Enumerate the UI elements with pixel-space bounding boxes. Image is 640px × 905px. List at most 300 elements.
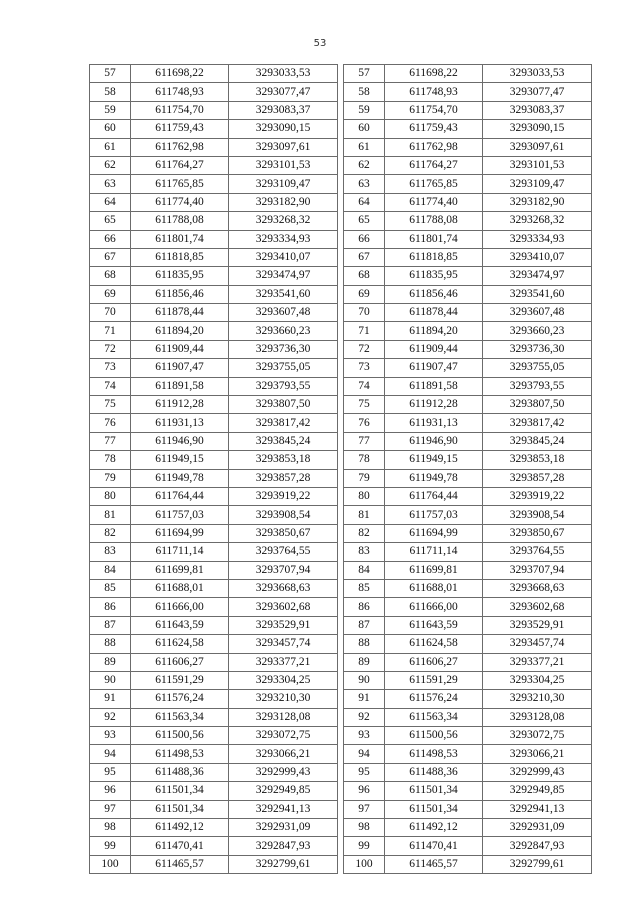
table-row bbox=[344, 267, 592, 285]
table-row bbox=[90, 193, 338, 211]
x-coordinate-cell: 611698,22 bbox=[131, 65, 229, 83]
y-coordinate-cell: 3293793,55 bbox=[229, 377, 338, 395]
point-number-cell: 75 bbox=[344, 396, 385, 414]
x-coordinate-cell: 611576,24 bbox=[131, 690, 229, 708]
y-coordinate-cell: 3293101,53 bbox=[483, 156, 592, 174]
y-coordinate-cell: 3293101,53 bbox=[229, 156, 338, 174]
point-number-cell: 57 bbox=[90, 65, 131, 83]
y-coordinate-cell: 3292949,85 bbox=[483, 782, 592, 800]
y-coordinate-cell: 3293410,07 bbox=[483, 248, 592, 266]
x-coordinate-cell: 611946,90 bbox=[385, 432, 483, 450]
point-number-cell: 94 bbox=[90, 745, 131, 763]
point-number-cell: 79 bbox=[344, 469, 385, 487]
table-row bbox=[344, 101, 592, 119]
point-number-cell: 92 bbox=[344, 708, 385, 726]
point-number-cell: 100 bbox=[90, 855, 131, 873]
table-row bbox=[344, 469, 592, 487]
y-coordinate-cell: 3293090,15 bbox=[483, 120, 592, 138]
x-coordinate-cell: 611774,40 bbox=[385, 193, 483, 211]
point-number-cell: 93 bbox=[344, 727, 385, 745]
x-coordinate-cell: 611465,57 bbox=[385, 855, 483, 873]
x-coordinate-cell: 611764,44 bbox=[131, 487, 229, 505]
y-coordinate-cell: 3293072,75 bbox=[229, 727, 338, 745]
point-number-cell: 82 bbox=[344, 524, 385, 542]
point-number-cell: 95 bbox=[90, 763, 131, 781]
y-coordinate-cell: 3292931,09 bbox=[229, 819, 338, 837]
coordinates-table-right bbox=[343, 64, 592, 874]
table-row bbox=[90, 561, 338, 579]
point-number-cell: 58 bbox=[90, 83, 131, 101]
table-row bbox=[344, 671, 592, 689]
table-row bbox=[90, 727, 338, 745]
y-coordinate-cell: 3293529,91 bbox=[483, 616, 592, 634]
x-coordinate-cell: 611759,43 bbox=[131, 120, 229, 138]
y-coordinate-cell: 3293919,22 bbox=[229, 487, 338, 505]
point-number-cell: 64 bbox=[344, 193, 385, 211]
y-coordinate-cell: 3293072,75 bbox=[483, 727, 592, 745]
x-coordinate-cell: 611762,98 bbox=[131, 138, 229, 156]
x-coordinate-cell: 611949,78 bbox=[385, 469, 483, 487]
x-coordinate-cell: 611801,74 bbox=[385, 230, 483, 248]
y-coordinate-cell: 3293607,48 bbox=[483, 304, 592, 322]
x-coordinate-cell: 611606,27 bbox=[385, 653, 483, 671]
point-number-cell: 84 bbox=[344, 561, 385, 579]
x-coordinate-cell: 611912,28 bbox=[131, 396, 229, 414]
point-number-cell: 100 bbox=[344, 855, 385, 873]
table-row bbox=[344, 635, 592, 653]
y-coordinate-cell: 3293908,54 bbox=[483, 506, 592, 524]
y-coordinate-cell: 3293210,30 bbox=[229, 690, 338, 708]
table-row bbox=[90, 285, 338, 303]
table-row bbox=[90, 745, 338, 763]
table-row bbox=[344, 616, 592, 634]
table-row bbox=[344, 193, 592, 211]
table-row bbox=[344, 83, 592, 101]
x-coordinate-cell: 611465,57 bbox=[131, 855, 229, 873]
x-coordinate-cell: 611931,13 bbox=[131, 414, 229, 432]
x-coordinate-cell: 611835,95 bbox=[131, 267, 229, 285]
point-number-cell: 74 bbox=[344, 377, 385, 395]
table-row bbox=[344, 359, 592, 377]
x-coordinate-cell: 611698,22 bbox=[385, 65, 483, 83]
point-number-cell: 86 bbox=[344, 598, 385, 616]
table-row bbox=[344, 432, 592, 450]
point-number-cell: 64 bbox=[90, 193, 131, 211]
y-coordinate-cell: 3293377,21 bbox=[483, 653, 592, 671]
x-coordinate-cell: 611591,29 bbox=[385, 671, 483, 689]
x-coordinate-cell: 611501,34 bbox=[385, 800, 483, 818]
x-coordinate-cell: 611563,34 bbox=[131, 708, 229, 726]
y-coordinate-cell: 3293602,68 bbox=[229, 598, 338, 616]
point-number-cell: 62 bbox=[344, 156, 385, 174]
y-coordinate-cell: 3293908,54 bbox=[229, 506, 338, 524]
table-row bbox=[90, 543, 338, 561]
point-number-cell: 60 bbox=[90, 120, 131, 138]
point-number-cell: 97 bbox=[90, 800, 131, 818]
x-coordinate-cell: 611688,01 bbox=[385, 579, 483, 597]
x-coordinate-cell: 611699,81 bbox=[385, 561, 483, 579]
x-coordinate-cell: 611949,15 bbox=[131, 451, 229, 469]
x-coordinate-cell: 611492,12 bbox=[131, 819, 229, 837]
y-coordinate-cell: 3293853,18 bbox=[483, 451, 592, 469]
x-coordinate-cell: 611643,59 bbox=[385, 616, 483, 634]
x-coordinate-cell: 611818,85 bbox=[385, 248, 483, 266]
table-row bbox=[344, 524, 592, 542]
y-coordinate-cell: 3293033,53 bbox=[229, 65, 338, 83]
table-row bbox=[90, 359, 338, 377]
x-coordinate-cell: 611488,36 bbox=[131, 763, 229, 781]
x-coordinate-cell: 611606,27 bbox=[131, 653, 229, 671]
point-number-cell: 73 bbox=[90, 359, 131, 377]
x-coordinate-cell: 611694,99 bbox=[385, 524, 483, 542]
table-row bbox=[90, 506, 338, 524]
x-coordinate-cell: 611946,90 bbox=[131, 432, 229, 450]
x-coordinate-cell: 611711,14 bbox=[131, 543, 229, 561]
y-coordinate-cell: 3293268,32 bbox=[229, 212, 338, 230]
point-number-cell: 86 bbox=[90, 598, 131, 616]
point-number-cell: 85 bbox=[90, 579, 131, 597]
table-row bbox=[90, 819, 338, 837]
table-row bbox=[344, 598, 592, 616]
table-row bbox=[90, 763, 338, 781]
y-coordinate-cell: 3292941,13 bbox=[483, 800, 592, 818]
table-row bbox=[90, 690, 338, 708]
point-number-cell: 61 bbox=[344, 138, 385, 156]
point-number-cell: 89 bbox=[344, 653, 385, 671]
y-coordinate-cell: 3293097,61 bbox=[229, 138, 338, 156]
table-row bbox=[344, 837, 592, 855]
x-coordinate-cell: 611891,58 bbox=[131, 377, 229, 395]
point-number-cell: 71 bbox=[344, 322, 385, 340]
point-number-cell: 90 bbox=[90, 671, 131, 689]
y-coordinate-cell: 3293077,47 bbox=[483, 83, 592, 101]
point-number-cell: 92 bbox=[90, 708, 131, 726]
table-row bbox=[90, 800, 338, 818]
y-coordinate-cell: 3293474,97 bbox=[483, 267, 592, 285]
x-coordinate-cell: 611624,58 bbox=[385, 635, 483, 653]
y-coordinate-cell: 3293736,30 bbox=[229, 340, 338, 358]
point-number-cell: 58 bbox=[344, 83, 385, 101]
table-row bbox=[344, 782, 592, 800]
table-row bbox=[344, 653, 592, 671]
x-coordinate-cell: 611762,98 bbox=[385, 138, 483, 156]
point-number-cell: 82 bbox=[90, 524, 131, 542]
x-coordinate-cell: 611764,27 bbox=[385, 156, 483, 174]
point-number-cell: 84 bbox=[90, 561, 131, 579]
x-coordinate-cell: 611694,99 bbox=[131, 524, 229, 542]
point-number-cell: 87 bbox=[344, 616, 385, 634]
y-coordinate-cell: 3292999,43 bbox=[483, 763, 592, 781]
point-number-cell: 65 bbox=[344, 212, 385, 230]
point-number-cell: 72 bbox=[90, 340, 131, 358]
y-coordinate-cell: 3293083,37 bbox=[483, 101, 592, 119]
x-coordinate-cell: 611891,58 bbox=[385, 377, 483, 395]
table-row bbox=[90, 432, 338, 450]
x-coordinate-cell: 611624,58 bbox=[131, 635, 229, 653]
y-coordinate-cell: 3293817,42 bbox=[229, 414, 338, 432]
point-number-cell: 78 bbox=[90, 451, 131, 469]
point-number-cell: 81 bbox=[344, 506, 385, 524]
x-coordinate-cell: 611765,85 bbox=[131, 175, 229, 193]
y-coordinate-cell: 3293607,48 bbox=[229, 304, 338, 322]
point-number-cell: 83 bbox=[90, 543, 131, 561]
y-coordinate-cell: 3293334,93 bbox=[229, 230, 338, 248]
y-coordinate-cell: 3292999,43 bbox=[229, 763, 338, 781]
point-number-cell: 85 bbox=[344, 579, 385, 597]
coordinates-table-left bbox=[89, 64, 338, 874]
x-coordinate-cell: 611878,44 bbox=[385, 304, 483, 322]
table-row bbox=[344, 506, 592, 524]
y-coordinate-cell: 3293764,55 bbox=[229, 543, 338, 561]
table-row bbox=[90, 469, 338, 487]
table-row bbox=[344, 396, 592, 414]
point-number-cell: 59 bbox=[344, 101, 385, 119]
x-coordinate-cell: 611774,40 bbox=[131, 193, 229, 211]
x-coordinate-cell: 611498,53 bbox=[131, 745, 229, 763]
y-coordinate-cell: 3293109,47 bbox=[483, 175, 592, 193]
y-coordinate-cell: 3293850,67 bbox=[483, 524, 592, 542]
table-row bbox=[90, 322, 338, 340]
point-number-cell: 95 bbox=[344, 763, 385, 781]
table-row bbox=[90, 708, 338, 726]
table-row bbox=[90, 156, 338, 174]
y-coordinate-cell: 3293128,08 bbox=[229, 708, 338, 726]
y-coordinate-cell: 3293304,25 bbox=[229, 671, 338, 689]
y-coordinate-cell: 3293377,21 bbox=[229, 653, 338, 671]
y-coordinate-cell: 3293793,55 bbox=[483, 377, 592, 395]
y-coordinate-cell: 3293457,74 bbox=[483, 635, 592, 653]
table-row bbox=[344, 120, 592, 138]
x-coordinate-cell: 611492,12 bbox=[385, 819, 483, 837]
table-row bbox=[90, 396, 338, 414]
y-coordinate-cell: 3293541,60 bbox=[483, 285, 592, 303]
x-coordinate-cell: 611907,47 bbox=[385, 359, 483, 377]
y-coordinate-cell: 3293083,37 bbox=[229, 101, 338, 119]
table-row bbox=[90, 83, 338, 101]
table-row bbox=[344, 800, 592, 818]
point-number-cell: 91 bbox=[344, 690, 385, 708]
x-coordinate-cell: 611591,29 bbox=[131, 671, 229, 689]
table-row bbox=[344, 212, 592, 230]
point-number-cell: 90 bbox=[344, 671, 385, 689]
point-number-cell: 65 bbox=[90, 212, 131, 230]
point-number-cell: 63 bbox=[344, 175, 385, 193]
table-body bbox=[90, 65, 338, 874]
x-coordinate-cell: 611643,59 bbox=[131, 616, 229, 634]
point-number-cell: 72 bbox=[344, 340, 385, 358]
table-row bbox=[344, 414, 592, 432]
table-row bbox=[344, 763, 592, 781]
table-row bbox=[344, 340, 592, 358]
y-coordinate-cell: 3293602,68 bbox=[483, 598, 592, 616]
y-coordinate-cell: 3293182,90 bbox=[229, 193, 338, 211]
x-coordinate-cell: 611894,20 bbox=[131, 322, 229, 340]
x-coordinate-cell: 611909,44 bbox=[131, 340, 229, 358]
y-coordinate-cell: 3293077,47 bbox=[229, 83, 338, 101]
y-coordinate-cell: 3293707,94 bbox=[483, 561, 592, 579]
x-coordinate-cell: 611764,27 bbox=[131, 156, 229, 174]
x-coordinate-cell: 611501,34 bbox=[131, 782, 229, 800]
table-row bbox=[90, 414, 338, 432]
x-coordinate-cell: 611949,78 bbox=[131, 469, 229, 487]
table-row bbox=[344, 175, 592, 193]
y-coordinate-cell: 3293128,08 bbox=[483, 708, 592, 726]
point-number-cell: 99 bbox=[90, 837, 131, 855]
table-row bbox=[90, 524, 338, 542]
point-number-cell: 91 bbox=[90, 690, 131, 708]
point-number-cell: 98 bbox=[90, 819, 131, 837]
table-row bbox=[90, 248, 338, 266]
x-coordinate-cell: 611754,70 bbox=[385, 101, 483, 119]
x-coordinate-cell: 611754,70 bbox=[131, 101, 229, 119]
x-coordinate-cell: 611748,93 bbox=[385, 83, 483, 101]
y-coordinate-cell: 3293033,53 bbox=[483, 65, 592, 83]
y-coordinate-cell: 3292847,93 bbox=[229, 837, 338, 855]
y-coordinate-cell: 3293268,32 bbox=[483, 212, 592, 230]
table-row bbox=[90, 230, 338, 248]
point-number-cell: 77 bbox=[344, 432, 385, 450]
table-row bbox=[344, 285, 592, 303]
x-coordinate-cell: 611699,81 bbox=[131, 561, 229, 579]
table-row bbox=[90, 175, 338, 193]
point-number-cell: 87 bbox=[90, 616, 131, 634]
point-number-cell: 66 bbox=[90, 230, 131, 248]
x-coordinate-cell: 611470,41 bbox=[131, 837, 229, 855]
x-coordinate-cell: 611878,44 bbox=[131, 304, 229, 322]
point-number-cell: 79 bbox=[90, 469, 131, 487]
x-coordinate-cell: 611856,46 bbox=[385, 285, 483, 303]
table-row bbox=[344, 690, 592, 708]
point-number-cell: 74 bbox=[90, 377, 131, 395]
table-row bbox=[344, 727, 592, 745]
x-coordinate-cell: 611757,03 bbox=[385, 506, 483, 524]
table-row bbox=[344, 65, 592, 83]
table-row bbox=[90, 837, 338, 855]
table-row bbox=[90, 212, 338, 230]
y-coordinate-cell: 3293857,28 bbox=[229, 469, 338, 487]
y-coordinate-cell: 3293304,25 bbox=[483, 671, 592, 689]
x-coordinate-cell: 611764,44 bbox=[385, 487, 483, 505]
y-coordinate-cell: 3293109,47 bbox=[229, 175, 338, 193]
x-coordinate-cell: 611907,47 bbox=[131, 359, 229, 377]
table-row bbox=[90, 671, 338, 689]
y-coordinate-cell: 3293755,05 bbox=[229, 359, 338, 377]
y-coordinate-cell: 3293857,28 bbox=[483, 469, 592, 487]
point-number-cell: 89 bbox=[90, 653, 131, 671]
x-coordinate-cell: 611576,24 bbox=[385, 690, 483, 708]
table-row bbox=[90, 377, 338, 395]
table-body bbox=[344, 65, 592, 874]
y-coordinate-cell: 3293474,97 bbox=[229, 267, 338, 285]
table-row bbox=[90, 782, 338, 800]
y-coordinate-cell: 3293845,24 bbox=[229, 432, 338, 450]
table-row bbox=[90, 65, 338, 83]
table-row bbox=[344, 561, 592, 579]
y-coordinate-cell: 3292799,61 bbox=[229, 855, 338, 873]
point-number-cell: 70 bbox=[90, 304, 131, 322]
point-number-cell: 97 bbox=[344, 800, 385, 818]
x-coordinate-cell: 611788,08 bbox=[385, 212, 483, 230]
x-coordinate-cell: 611909,44 bbox=[385, 340, 483, 358]
x-coordinate-cell: 611949,15 bbox=[385, 451, 483, 469]
x-coordinate-cell: 611788,08 bbox=[131, 212, 229, 230]
point-number-cell: 83 bbox=[344, 543, 385, 561]
table-row bbox=[90, 267, 338, 285]
table-row bbox=[90, 487, 338, 505]
point-number-cell: 69 bbox=[344, 285, 385, 303]
table-row bbox=[344, 487, 592, 505]
y-coordinate-cell: 3293807,50 bbox=[229, 396, 338, 414]
table-row bbox=[90, 653, 338, 671]
table-row bbox=[90, 579, 338, 597]
x-coordinate-cell: 611498,53 bbox=[385, 745, 483, 763]
y-coordinate-cell: 3292799,61 bbox=[483, 855, 592, 873]
table-row bbox=[344, 579, 592, 597]
point-number-cell: 88 bbox=[344, 635, 385, 653]
point-number-cell: 96 bbox=[90, 782, 131, 800]
x-coordinate-cell: 611912,28 bbox=[385, 396, 483, 414]
table-row bbox=[90, 101, 338, 119]
x-coordinate-cell: 611759,43 bbox=[385, 120, 483, 138]
point-number-cell: 77 bbox=[90, 432, 131, 450]
point-number-cell: 94 bbox=[344, 745, 385, 763]
x-coordinate-cell: 611748,93 bbox=[131, 83, 229, 101]
point-number-cell: 73 bbox=[344, 359, 385, 377]
y-coordinate-cell: 3293210,30 bbox=[483, 690, 592, 708]
point-number-cell: 68 bbox=[344, 267, 385, 285]
x-coordinate-cell: 611563,34 bbox=[385, 708, 483, 726]
point-number-cell: 71 bbox=[90, 322, 131, 340]
table-row bbox=[344, 745, 592, 763]
table-row bbox=[90, 120, 338, 138]
y-coordinate-cell: 3293334,93 bbox=[483, 230, 592, 248]
point-number-cell: 96 bbox=[344, 782, 385, 800]
y-coordinate-cell: 3293660,23 bbox=[483, 322, 592, 340]
y-coordinate-cell: 3293066,21 bbox=[483, 745, 592, 763]
table-row bbox=[344, 819, 592, 837]
point-number-cell: 60 bbox=[344, 120, 385, 138]
point-number-cell: 66 bbox=[344, 230, 385, 248]
point-number-cell: 76 bbox=[344, 414, 385, 432]
y-coordinate-cell: 3293182,90 bbox=[483, 193, 592, 211]
point-number-cell: 81 bbox=[90, 506, 131, 524]
y-coordinate-cell: 3293755,05 bbox=[483, 359, 592, 377]
point-number-cell: 80 bbox=[90, 487, 131, 505]
y-coordinate-cell: 3292847,93 bbox=[483, 837, 592, 855]
y-coordinate-cell: 3292941,13 bbox=[229, 800, 338, 818]
point-number-cell: 80 bbox=[344, 487, 385, 505]
point-number-cell: 70 bbox=[344, 304, 385, 322]
x-coordinate-cell: 611666,00 bbox=[385, 598, 483, 616]
table-row bbox=[90, 598, 338, 616]
table-row bbox=[344, 451, 592, 469]
table-row bbox=[90, 855, 338, 873]
point-number-cell: 99 bbox=[344, 837, 385, 855]
x-coordinate-cell: 611501,34 bbox=[385, 782, 483, 800]
x-coordinate-cell: 611500,56 bbox=[131, 727, 229, 745]
point-number-cell: 88 bbox=[90, 635, 131, 653]
y-coordinate-cell: 3293845,24 bbox=[483, 432, 592, 450]
table-row bbox=[90, 138, 338, 156]
y-coordinate-cell: 3293090,15 bbox=[229, 120, 338, 138]
y-coordinate-cell: 3293660,23 bbox=[229, 322, 338, 340]
point-number-cell: 76 bbox=[90, 414, 131, 432]
point-number-cell: 69 bbox=[90, 285, 131, 303]
table-row bbox=[344, 156, 592, 174]
point-number-cell: 67 bbox=[344, 248, 385, 266]
table-row bbox=[344, 138, 592, 156]
table-row bbox=[344, 322, 592, 340]
